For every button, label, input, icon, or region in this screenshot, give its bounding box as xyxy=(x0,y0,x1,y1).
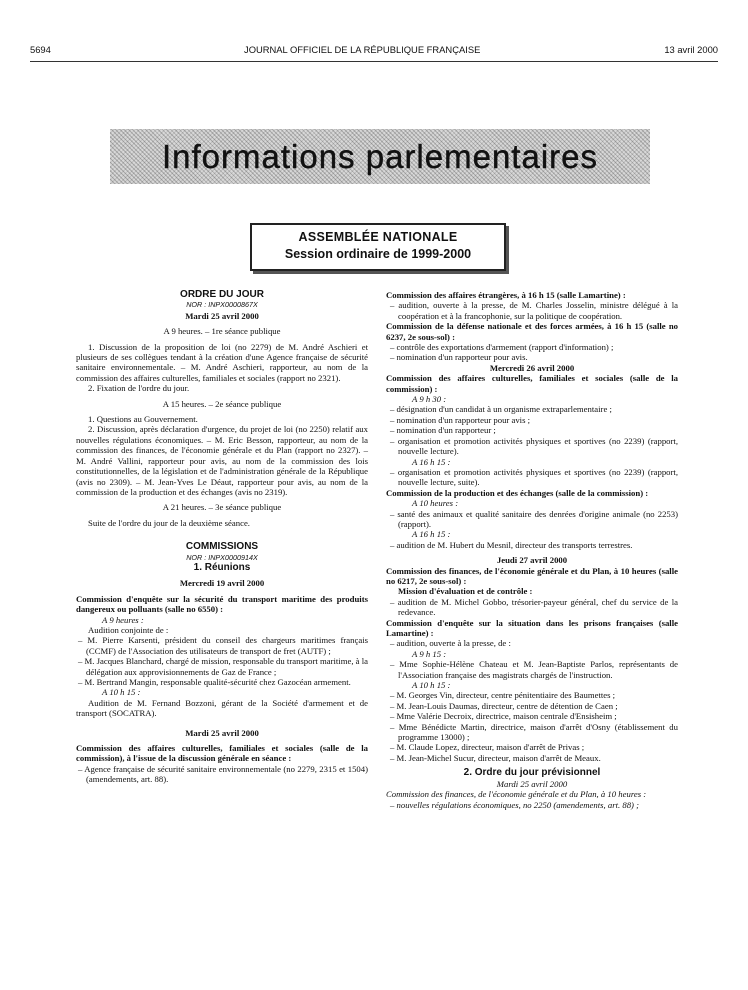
commission-heading: Commission de la production et des échanges (salle de la commission) : xyxy=(386,487,649,498)
paragraph: Audition conjointe de : xyxy=(88,624,169,635)
dash-item: – M. Jean-Louis Daumas, directeur, centre de détention de Caen ; xyxy=(390,700,618,711)
dash-item: – Mme Sophie-Hélène Chateau et M. Jean-Baptiste Parlos, représentants de l'Association française des magistrats chargés de l'instruction. xyxy=(390,659,678,680)
commission-heading: Commission des affaires culturelles, familiales et sociales (salle de la commission) : xyxy=(386,373,678,394)
header-rule xyxy=(30,61,718,62)
chamber-name: ASSEMBLÉE NATIONALE xyxy=(298,230,458,244)
subsection-title: 1. Réunions xyxy=(193,561,251,573)
commission-heading: Commission des finances, de l'économie générale et du Plan, à 10 heures : xyxy=(386,789,647,800)
dash-item: – contrôle des exportations d'armement (rapport d'information) ; xyxy=(390,342,614,353)
agenda-item: Suite de l'ordre du jour de la deuxième séance. xyxy=(88,517,250,528)
time-label: A 9 h 30 : xyxy=(412,394,447,405)
date-heading: Mercredi 26 avril 2000 xyxy=(489,362,575,373)
dash-item: – nouvelles régulations économiques, no 2250 (amendements, art. 88) ; xyxy=(390,799,639,810)
dash-item: – organisation et promotion activités physiques et sportives (no 2239) (rapport, nouvelle lecture, suite). xyxy=(390,466,678,488)
nor-reference: NOR : INPX0000867X xyxy=(186,300,258,310)
commission-heading: Commission des affaires culturelles, familiales et sociales (salle de la commission), à l'issue de la discussion générale en séance : xyxy=(76,743,368,764)
dash-item: – M. Jean-Michel Sucur, directeur, maison d'arrêt de Meaux. xyxy=(390,752,601,763)
seance-heading: A 15 heures. – 2e séance publique xyxy=(162,398,282,409)
dash-item: – audition, ouverte à la presse, de : xyxy=(390,638,511,649)
time-label: A 10 heures : xyxy=(412,498,459,509)
date-heading: Mardi 25 avril 2000 xyxy=(185,727,259,738)
section-title: COMMISSIONS xyxy=(185,541,259,553)
dash-item: – organisation et promotion activités physiques et sportives (no 2239) (rapport, nouvelle lecture). xyxy=(390,435,678,457)
dash-item: – nomination d'un rapporteur pour avis. xyxy=(390,352,528,363)
dash-item: – nomination d'un rapporteur ; xyxy=(390,425,496,436)
subsection-title: 2. Ordre du jour prévisionnel xyxy=(463,767,601,779)
dash-item: – audition de M. Hubert du Mesnil, directeur des transports terrestres. xyxy=(390,539,633,550)
dash-item: – désignation d'un candidat à un organisme extraparlementaire ; xyxy=(390,404,612,415)
dash-item: – nomination d'un rapporteur pour avis ; xyxy=(390,414,531,425)
date-heading: Mardi 25 avril 2000 xyxy=(496,778,568,789)
dash-item: – M. Georges Vin, directeur, centre pénitentiaire des Baumettes ; xyxy=(390,690,616,701)
commission-heading: Commission des finances, de l'économie générale et du Plan, à 10 heures (salle no 6217, 2e sous-sol) : xyxy=(386,565,678,586)
dash-item: – Mme Bénédicte Martin, directrice, maison d'arrêt d'Osny (établissement du programme 13000) ; xyxy=(390,721,678,743)
time-label: A 10 h 15 : xyxy=(102,687,141,698)
commission-heading: Commission d'enquête sur la situation dans les prisons françaises (salle Lamartine) : xyxy=(386,617,678,638)
agenda-item: 1. Discussion de la proposition de loi (no 2279) de M. André Aschieri et plusieurs de ses collègues tendant à la création d'une Agence française de sécurité sanitaire environnementale. – M. André Aschieri, rapporteur, au nom de la commission des affaires culturelles, familiales et sociales (rapport no 2321). xyxy=(76,341,368,383)
issue-date: 13 avril 2000 xyxy=(664,44,718,55)
nor-reference: NOR : INPX0000914X xyxy=(186,552,258,562)
dash-item: – M. Bertrand Mangin, responsable qualité-sécurité chez Gazocéan armement. xyxy=(78,677,351,687)
agenda-item: 2. Fixation de l'ordre du jour. xyxy=(88,383,190,394)
commission-heading: Commission d'enquête sur la sécurité du transport maritime des produits dangereux ou polluants (salle no 6550) : xyxy=(76,593,368,615)
date-heading: Mardi 25 avril 2000 xyxy=(185,310,259,321)
dash-item: – M. Claude Lopez, directeur, maison d'arrêt de Privas ; xyxy=(390,742,585,753)
dash-item: – audition de M. Michel Gobbo, trésorier-payeur général, chef du service de la redevance. xyxy=(390,596,678,618)
dash-item: – M. Jacques Blanchard, chargé de mission, responsable du transport maritime, à la délégation aux approvisionnements de Gaz de France ; xyxy=(78,656,368,677)
agenda-item: 2. Discussion, après déclaration d'urgence, du projet de loi (no 2250) relatif aux nouvelles régulations économiques. – M. Eric Besson, rapporteur, au nom de la commission des finances, de l'économie générale et du Plan (rapport no 2327). – M. André Vallini, rapporteur pour avis, au nom de la commission des lois constitutionnelles, de la législation et de l'administration générale de la République (avis no 2309). – M. Jean-Yves Le Déaut, rapporteur pour avis, au nom de la commission de la production et des échanges (avis no 2319). xyxy=(76,424,368,497)
banner-title: Informations parlementaires xyxy=(161,137,599,175)
page-header xyxy=(30,44,718,58)
commission-heading: Commission de la défense nationale et des forces armées, à 16 h 15 (salle no 6237, 2e sous-sol) : xyxy=(386,321,678,342)
date-heading: Jeudi 27 avril 2000 xyxy=(496,555,568,566)
page-number: 5694 xyxy=(30,44,51,55)
journal-title: JOURNAL OFFICIEL DE LA RÉPUBLIQUE FRANÇAISE xyxy=(244,44,481,55)
mission-heading: Mission d'évaluation et de contrôle : xyxy=(398,586,533,597)
section-title: ORDRE DU JOUR xyxy=(180,289,264,300)
commission-heading: Commission des affaires étrangères, à 16 h 15 (salle Lamartine) : xyxy=(386,290,626,300)
section-banner xyxy=(110,129,650,184)
agenda-item: 1. Questions au Gouvernement. xyxy=(88,414,198,425)
chamber-box xyxy=(250,223,506,271)
paragraph: Audition de M. Fernand Bozzoni, gérant de la Société d'armement et de transport (SOCATRA). xyxy=(76,697,368,719)
seance-heading: A 21 heures. – 3e séance publique xyxy=(162,502,282,513)
dash-item: – santé des animaux et qualité sanitaire des denrées d'origine animale (no 2253) (rapport). xyxy=(390,508,678,529)
left-column xyxy=(76,290,368,785)
time-label: A 10 h 15 : xyxy=(412,680,451,691)
date-heading: Mercredi 19 avril 2000 xyxy=(179,578,265,589)
time-label: A 16 h 15 : xyxy=(412,529,451,540)
time-label: A 16 h 15 : xyxy=(412,456,451,467)
dash-item: – audition, ouverte à la presse, de M. Charles Josselin, ministre délégué à la coopération et à la francophonie, sur la politique de coopération. xyxy=(390,300,678,321)
dash-item: – M. Pierre Karsenti, président du conseil des chargeurs maritimes français (CCMF) de l'Association des utilisateurs de transport de fret (AUTF) ; xyxy=(78,635,368,656)
right-column xyxy=(386,290,678,810)
session-name: Session ordinaire de 1999-2000 xyxy=(284,247,472,261)
time-label: A 9 h 15 : xyxy=(412,648,447,659)
time-label: A 9 heures : xyxy=(102,614,144,625)
dash-item: – Mme Valérie Decroix, directrice, maison centrale d'Ensisheim ; xyxy=(390,711,617,722)
seance-heading: A 9 heures. – 1re séance publique xyxy=(163,326,281,337)
dash-item: – Agence française de sécurité sanitaire environnementale (no 2279, 2315 et 1504) (amendements, art. 88). xyxy=(78,763,368,785)
